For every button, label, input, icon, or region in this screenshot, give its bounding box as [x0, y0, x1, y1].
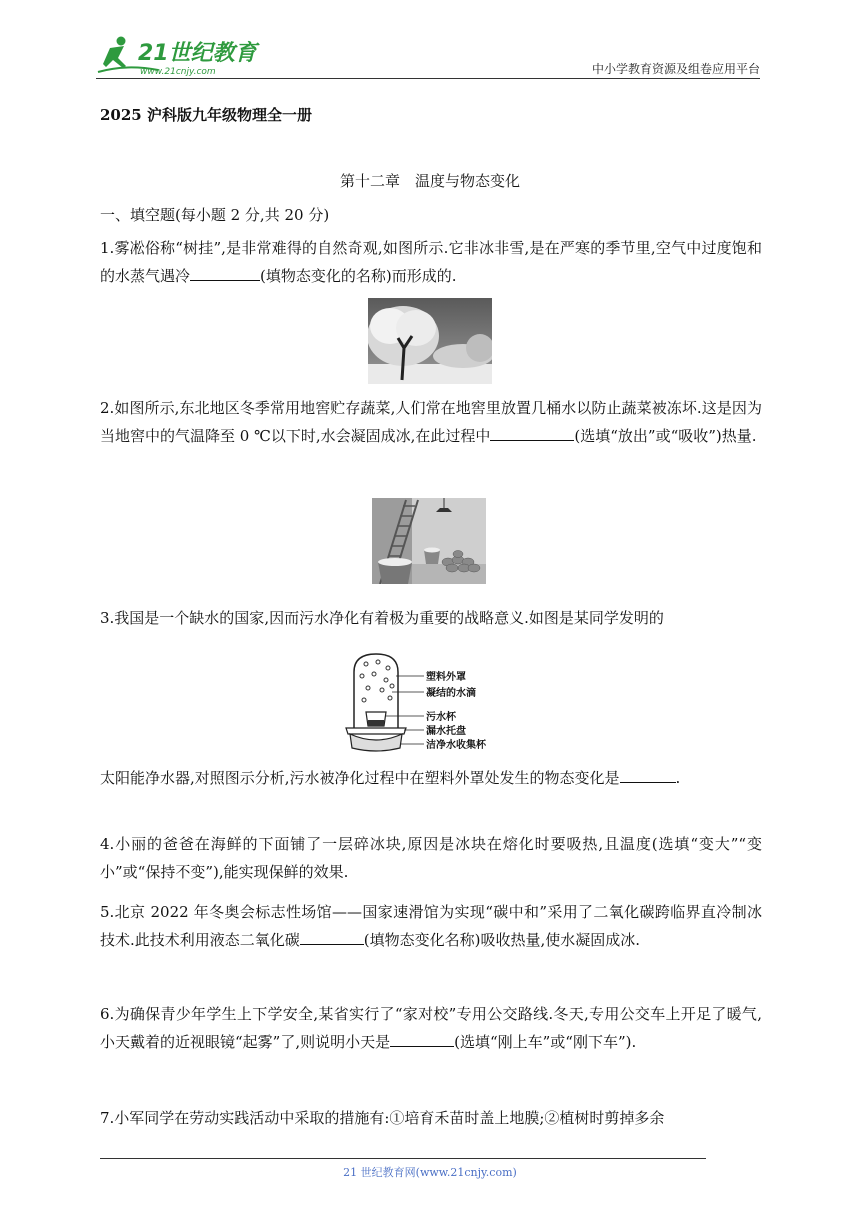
- label-plastic-cover: 塑料外罩: [426, 672, 466, 683]
- chapter-heading: 第十二章 温度与物态变化: [339, 172, 520, 190]
- question-7-text: 7.小军同学在劳动实践活动中采取的措施有:①培育禾苗时盖上地膜;②植树时剪掉多余: [100, 1109, 665, 1127]
- question-7: [100, 1104, 762, 1132]
- question-3-text-cont: 太阳能净水器,对照图示分析,污水被净化过程中在塑料外罩处发生的物态变化是: [100, 769, 620, 787]
- page-header: [96, 34, 760, 80]
- question-5-text-end: (填物态变化名称)吸收热量,使水凝固成冰.: [363, 931, 641, 949]
- question-5-text: 5.北京 2022 年冬奥会标志性场馆——国家速滑馆为实现“碳中和”采用了二氧化碳跨临界直冷制冰技术.此技术利用液态二氧化碳: [100, 903, 762, 949]
- logo-text: 21世纪教育: [138, 41, 257, 66]
- question-6: [100, 1000, 762, 1056]
- question-1-text-end: (填物态变化的名称)而形成的.: [260, 267, 457, 285]
- label-drip-tray: 漏水托盘: [426, 726, 466, 737]
- question-3: [100, 604, 762, 632]
- question-3-continued: [100, 764, 762, 792]
- answer-blank: [390, 1028, 454, 1047]
- question-3-text: 3.我国是一个缺水的国家,因而污水净化有着极为重要的战略意义.如图是某同学发明的: [100, 609, 664, 627]
- question-5: [100, 898, 762, 954]
- answer-blank: [300, 926, 364, 945]
- question-4-text: 4.小丽的爸爸在海鲜的下面铺了一层碎冰块,原因是冰块在熔化时要吸热,且温度(选填“变大”“变小”或“保持不变”),能实现保鲜的效果.: [100, 835, 762, 881]
- question-2-text: 2.如图所示,东北地区冬季常用地窖贮存蔬菜,人们常在地窖里放置几桶水以防止蔬菜被冻坏.这是因为当地窖中的气温降至 0 ℃以下时,水会凝固成冰,在此过程中: [100, 399, 762, 445]
- footer-text: 21 世纪教育网(www.21cnjy.com): [343, 1166, 517, 1179]
- label-sewage-cup: 污水杯: [426, 712, 456, 723]
- footer-divider: [100, 1158, 706, 1159]
- solar-purifier-diagram: [342, 650, 522, 754]
- label-clean-water-cup: 洁净水收集杯: [426, 740, 486, 751]
- question-1-text: 1.雾凇俗称“树挂”,是非常难得的自然奇观,如图所示.它非冰非雪,是在严寒的季节里,空气中过度饱和的水蒸气遇冷: [100, 239, 762, 285]
- document-title: 2025 沪科版九年级物理全一册: [100, 106, 312, 124]
- question-4: [100, 830, 762, 886]
- header-platform-text: 中小学教育资源及组卷应用平台: [591, 62, 760, 76]
- question-6-text-end: (选填“刚上车”或“刚下车”).: [454, 1033, 637, 1051]
- question-1: [100, 234, 762, 290]
- rime-tree-photo: [368, 298, 492, 384]
- logo: [96, 34, 266, 78]
- answer-blank: [620, 764, 676, 783]
- question-2: [100, 394, 762, 450]
- label-condensed-droplets: 凝结的水滴: [426, 688, 476, 699]
- answer-blank: [190, 262, 260, 281]
- header-divider: [96, 78, 760, 79]
- question-3-text-end: .: [675, 769, 681, 787]
- question-2-text-end: (选填“放出”或“吸收”)热量.: [574, 427, 757, 445]
- question-6-text: 6.为确保青少年学生上下学安全,某省实行了“家对校”专用公交路线.冬天,专用公交车上开足了暖气,小天戴着的近视眼镜“起雾”了,则说明小天是: [100, 1005, 762, 1051]
- cellar-illustration: [372, 498, 486, 584]
- logo-url: www.21cnjy.com: [140, 67, 216, 77]
- section-heading: 一、填空题(每小题 2 分,共 20 分): [100, 206, 330, 224]
- answer-blank: [490, 422, 574, 441]
